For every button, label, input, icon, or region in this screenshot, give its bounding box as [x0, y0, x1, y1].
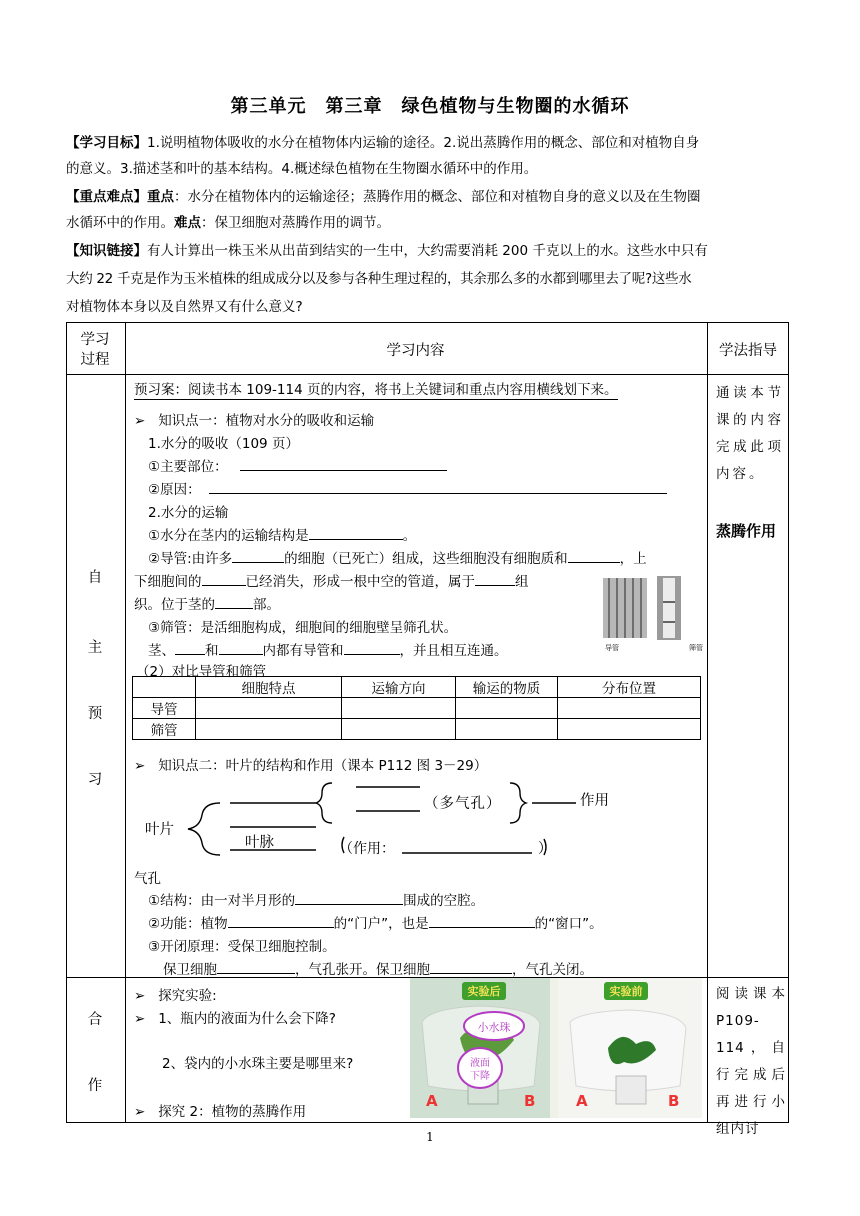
blank-vessel-5[interactable] — [215, 594, 253, 609]
vein-close: ） — [538, 841, 552, 857]
experiment-photo — [410, 978, 702, 1118]
header-process: 学习 过程 — [80, 332, 110, 368]
cmp-cell[interactable] — [456, 719, 558, 740]
func-label: 作用 — [580, 793, 609, 809]
vein-func: （作用： — [339, 841, 395, 857]
vessel-line1: ②导管:由许多 的细胞（已死亡）组成，这些细胞没有细胞质和 ，上 — [148, 547, 647, 567]
vein-label: 叶脉 — [245, 835, 274, 851]
keypoints-line1: 【重点难点】重点：水分在植物体内的运输途径；蒸腾作用的概念、部位和对植物自身的意义以及在生物圈 — [66, 189, 701, 205]
explore-experiment: ➢ 探究实验: — [134, 988, 217, 1004]
stoma-title: 气孔 — [134, 871, 161, 887]
label-zuo: 作 — [87, 1078, 103, 1094]
label-xi: 习 — [87, 772, 103, 788]
main-site: ①主要部位： — [148, 455, 447, 475]
question-2: 2、袋内的小水珠主要是哪里来? — [162, 1056, 354, 1072]
vessel-line3: 织。位于茎的 部。 — [134, 593, 280, 613]
objectives-line2: 的意义。3.描述茎和叶的基本结构。4.概述绿色植物在生物圈水循环中的作用。 — [66, 161, 538, 177]
knowledge-point-2: ➢ 知识点二：叶片的结构和作用（课本 P112 图 3－29） — [134, 758, 488, 774]
guide-text-1: 通读本节课的内容完成此项内容。 — [716, 385, 784, 482]
cmp-cell[interactable] — [196, 698, 342, 719]
cmp-row-sieve: 筛管 — [133, 719, 196, 740]
arrow-bullet-icon: ➢ — [134, 988, 146, 1004]
blank-vessel-4[interactable] — [475, 571, 515, 586]
question-3: ➢ 探究 2：植物的蒸腾作用 — [134, 1104, 307, 1120]
label-zhu: 主 — [87, 640, 103, 656]
label-zi: 自 — [87, 570, 103, 586]
micro-label-left: 导管 — [605, 644, 619, 652]
header-content: 学习内容 — [386, 343, 445, 359]
label-a-right: A — [576, 1092, 588, 1110]
blank-stem-1[interactable] — [175, 640, 205, 655]
blank-site[interactable] — [240, 456, 447, 471]
stoma-note: （多气孔） — [424, 796, 502, 812]
guide-heading: 蒸腾作用 — [716, 522, 777, 540]
compare-table — [132, 676, 701, 740]
blank-stoma-3[interactable] — [429, 913, 535, 928]
cmp-header-location: 分布位置 — [558, 677, 701, 698]
question-1: ➢ 1、瓶内的液面为什么会下降? — [134, 1011, 336, 1027]
label-b-left: B — [524, 1092, 536, 1110]
label-a-left: A — [426, 1092, 438, 1110]
cmp-cell[interactable] — [558, 698, 701, 719]
cmp-header-feature: 细胞特点 — [196, 677, 342, 698]
cmp-cell[interactable] — [456, 698, 558, 719]
preview-instruction: 预习案：阅读书本 109-114 页的内容，将书上关键词和重点内容用横线划下来。 — [134, 382, 618, 398]
cmp-header-substance: 输运的物质 — [456, 677, 558, 698]
stoma-function: ②功能：植物 的“门户”，也是 的“窗口”。 — [148, 912, 603, 932]
link-line3: 对植物体本身以及自然界又有什么意义? — [66, 299, 303, 315]
blank-stem-3[interactable] — [344, 640, 400, 655]
caption-after: 实验后 — [467, 985, 501, 998]
stem-structure: ①水分在茎内的运输结构是 。 — [148, 524, 416, 544]
arrow-bullet-icon: ➢ — [134, 1104, 146, 1120]
bubble-drop-1: 液面 — [470, 1058, 490, 1069]
blank-vessel-1[interactable] — [232, 548, 284, 563]
blank-stem-2[interactable] — [219, 640, 263, 655]
blank-guard-1[interactable] — [217, 959, 295, 974]
page-number: 1 — [426, 1130, 434, 1144]
blank-stem[interactable] — [309, 525, 403, 540]
cmp-row-vessel: 导管 — [133, 698, 196, 719]
knowledge-point-1: ➢ 知识点一：植物对水分的吸收和运输 — [134, 413, 375, 429]
cmp-cell[interactable] — [342, 719, 456, 740]
bubble-drop-2: 下降 — [470, 1071, 490, 1082]
micro-label-right: 筛管 — [689, 644, 703, 652]
blank-guard-2[interactable] — [430, 959, 512, 974]
stem-connect: 茎、 和 内都有导管和 ，并且相互连通。 — [148, 639, 508, 659]
cmp-cell[interactable] — [196, 719, 342, 740]
sieve-tube: ③筛管：是活细胞构成，细胞间的细胞壁呈筛孔状。 — [148, 620, 458, 636]
reason: ②原因： — [148, 478, 667, 498]
vessel-line2: 下细胞间的 已经消失，形成一根中空的管道，属于 组 — [134, 570, 529, 590]
water-absorb: 1.水分的吸收（109 页） — [148, 436, 299, 452]
leaf-label: 叶片 — [145, 822, 174, 838]
blank-vessel-2[interactable] — [568, 548, 620, 563]
header-guide: 学法指导 — [719, 343, 777, 359]
blank-vessel-3[interactable] — [202, 571, 246, 586]
objectives-line1: 【学习目标】1.说明植物体吸收的水分在植物体内运输的途径。2.说出蒸腾作用的概念、部位和对植物自身 — [66, 135, 700, 151]
stoma-principle: ③开闭原理：受保卫细胞控制。 — [148, 939, 336, 955]
stoma-structure: ①结构：由一对半月形的 围成的空腔。 — [148, 889, 484, 909]
label-yu: 预 — [87, 706, 103, 722]
blank-stoma-1[interactable] — [295, 890, 403, 905]
cmp-cell[interactable] — [342, 698, 456, 719]
arrow-bullet-icon: ➢ — [134, 758, 146, 774]
caption-before: 实验前 — [609, 985, 643, 998]
arrow-bullet-icon: ➢ — [134, 1011, 146, 1027]
cmp-header-direction: 运输方向 — [342, 677, 456, 698]
keypoints-line2: 水循环中的作用。难点：保卫细胞对蒸腾作用的调节。 — [66, 215, 390, 231]
link-line2: 大约 22 千克是作为玉米植株的组成成分以及参与各种生理过程的，其余那么多的水都到哪里去了呢?这些水 — [66, 271, 692, 287]
water-transport: 2.水分的运输 — [148, 505, 229, 521]
compare-heading: （2）对比导管和筛管 — [136, 664, 267, 680]
page-title: 第三单元 第三章 绿色植物与生物圈的水循环 — [230, 96, 630, 117]
label-b-right: B — [668, 1092, 680, 1110]
vessel-sieve-image — [597, 574, 709, 654]
guide-text-2: 阅读课本 P109-114，自行完成后再进行小组内讨 — [716, 986, 786, 1137]
bubble-droplet: 小水珠 — [477, 1021, 511, 1034]
link-line1: 【知识链接】有人计算出一株玉米从出苗到结实的一生中，大约需要消耗 200 千克以上的水。这些水中只有 — [66, 243, 708, 259]
blank-reason[interactable] — [209, 479, 667, 494]
arrow-bullet-icon: ➢ — [134, 413, 146, 429]
cmp-cell[interactable] — [558, 719, 701, 740]
stoma-guard: 保卫细胞 ，气孔张开。保卫细胞 ，气孔关闭。 — [163, 958, 593, 978]
cmp-header-blank — [133, 677, 196, 698]
label-he: 合 — [87, 1012, 103, 1028]
blank-stoma-2[interactable] — [228, 913, 334, 928]
